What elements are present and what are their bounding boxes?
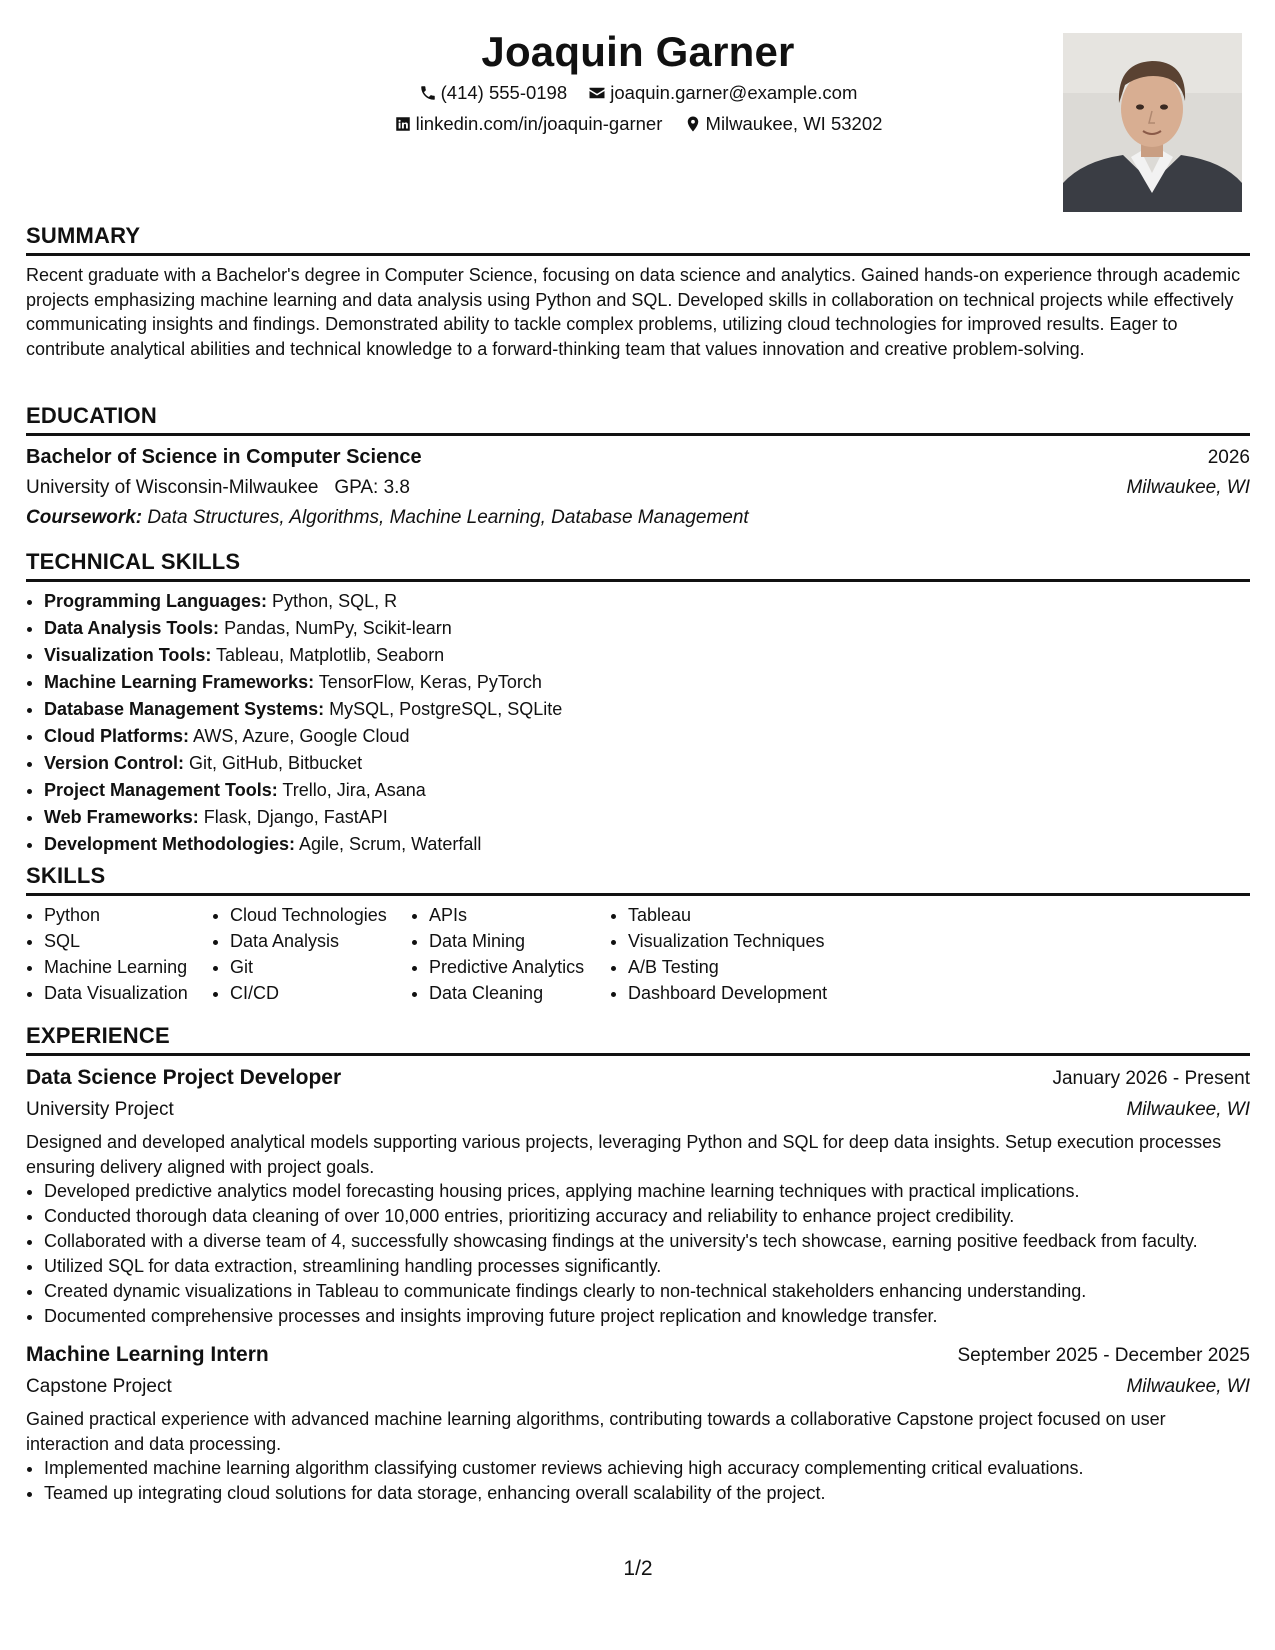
technical-skill-label: Web Frameworks: [44,807,199,827]
technical-skill-item [44,642,1250,669]
technical-skill-item [44,723,1250,750]
job-dates: January 2026 - Present [1052,1068,1250,1089]
technical-skill-value: Git, GitHub, Bitbucket [189,753,363,773]
job-location: Milwaukee, WI [1126,1099,1250,1120]
summary-text: Recent graduate with a Bachelor's degree in Computer Science, focusing on data science and analytics. Gained hands-on experience through academic projects emphasizing machine learning and data analysis using Python and SQL. Developed skills in collaboration on technical projects while effectively communicating insights and findings. Demonstrated ability to tackle complex problems, utilizing cloud technologies for improved results. Eager to contribute analytical abilities and technical knowledge to a forward-thinking team that values innovation and creative problem-solving. [26,265,1241,359]
technical-skill-label: Project Management Tools: [44,780,278,800]
skill-item: • Predictive Analytics [429,954,610,980]
experience-section [26,1022,1250,1506]
technical-skill-value: MySQL, PostgreSQL, SQLite [329,699,563,719]
job-description: Gained practical experience with advanced machine learning algorithms, contributing towards a collaborative Capstone project focused on user interaction and data processing. [26,1409,1166,1454]
skills-heading: SKILLS [26,862,1250,896]
job-header [26,1062,1250,1094]
technical-skill-value: Pandas, NumPy, Scikit-learn [224,618,452,638]
skills-column [212,902,411,1006]
job-organization: Capstone Project [26,1376,172,1397]
school-name: University of Wisconsin-Milwaukee [26,477,319,498]
technical-skill-item [44,696,1250,723]
job-bullet: • Teamed up integrating cloud solutions for data storage, enhancing overall scalability of the project. [44,1481,1250,1506]
skill-item: • Git [230,954,411,980]
job-subheader [26,1371,1250,1402]
candidate-name: Joaquin Garner [481,28,795,75]
technical-skill-item [44,804,1250,831]
technical-skill-value: AWS, Azure, Google Cloud [193,726,410,746]
phone-contact [419,80,568,106]
linkedin-icon [394,115,412,133]
job-bullet: • Created dynamic visualizations in Tableau to communicate findings clearly to non-technical stakeholders enhancing understanding. [44,1279,1250,1304]
school-line [26,473,410,503]
linkedin-contact[interactable] [394,111,663,137]
coursework-list: Data Structures, Algorithms, Machine Learning, Database Management [147,507,749,528]
skill-item: • Cloud Technologies [230,902,411,928]
technical-skill-label: Visualization Tools: [44,645,212,665]
technical-skill-value: Tableau, Matplotlib, Seaborn [216,645,445,665]
location-contact [684,111,883,137]
technical-skill-value: Agile, Scrum, Waterfall [299,834,482,854]
technical-skill-label: Cloud Platforms: [44,726,190,746]
technical-skill-value: TensorFlow, Keras, PyTorch [318,672,542,692]
resume-page [26,0,1250,1650]
location-text: Milwaukee, WI 53202 [705,113,883,134]
technical-skill-label: Development Methodologies: [44,834,296,854]
skill-item: • Data Cleaning [429,980,610,1006]
skill-item: • Python [44,902,212,928]
technical-skill-label: Programming Languages: [44,591,268,611]
profile-photo [1063,33,1242,212]
gpa: GPA: 3.8 [334,477,410,498]
skills-column [26,902,212,1006]
job-title: Machine Learning Intern [26,1343,269,1366]
education-section [26,402,1250,533]
job-bullet: • Documented comprehensive processes and insights improving future project replication and knowledge transfer. [44,1304,1250,1329]
technical-skill-value: Flask, Django, FastAPI [203,807,388,827]
experience-heading: EXPERIENCE [26,1022,1250,1056]
degree-title: Bachelor of Science in Computer Science [26,446,422,468]
skills-column [610,902,830,1006]
job-title: Data Science Project Developer [26,1066,342,1089]
skill-item: • Dashboard Development [628,980,830,1006]
job-description: Designed and developed analytical models supporting various projects, leveraging Python and SQL for deep data insights. Setup execution processes ensuring delivery aligned with project goals. [26,1132,1222,1177]
job-bullet: • Developed predictive analytics model forecasting housing prices, applying machine learning techniques with practical implications. [44,1179,1250,1204]
email-contact[interactable] [588,80,857,106]
skill-item: • A/B Testing [628,954,830,980]
skills-grid [26,902,1250,1006]
skill-item: • Tableau [628,902,830,928]
job-entry [26,1062,1250,1329]
technical-skills-list [26,588,1250,858]
summary-section [26,222,1250,361]
job-dates: September 2025 - December 2025 [957,1345,1250,1366]
job-bullet: • Implemented machine learning algorithm classifying customer reviews achieving high accuracy complementing critical evaluations. [44,1456,1250,1481]
technical-skill-label: Version Control: [44,753,185,773]
phone-icon [419,84,437,102]
job-bullet: • Collaborated with a diverse team of 4, successfully showcasing findings at the university's tech showcase, earning positive feedback from faculty. [44,1229,1250,1254]
school-location: Milwaukee, WI [1126,477,1250,498]
experience-list [26,1062,1250,1506]
coursework-label: Coursework: [26,507,143,528]
technical-skill-item [44,831,1250,858]
coursework-line [26,503,1250,533]
technical-skills-heading: TECHNICAL SKILLS [26,548,1250,582]
skill-item: • Machine Learning [44,954,212,980]
skill-item: • CI/CD [230,980,411,1006]
graduation-year: 2026 [1207,447,1250,468]
job-organization: University Project [26,1099,174,1120]
skills-column [411,902,610,1006]
job-subheader [26,1094,1250,1125]
job-bullets [26,1179,1250,1329]
job-location: Milwaukee, WI [1126,1376,1250,1397]
technical-skill-label: Data Analysis Tools: [44,618,220,638]
skill-item: • APIs [429,902,610,928]
technical-skill-value: Trello, Jira, Asana [282,780,426,800]
technical-skill-item [44,669,1250,696]
technical-skill-item [44,588,1250,615]
skill-item: • SQL [44,928,212,954]
phone-number: (414) 555-0198 [440,82,568,103]
technical-skill-value: Python, SQL, R [272,591,398,611]
education-heading: EDUCATION [26,402,1250,436]
envelope-icon [588,84,606,102]
linkedin-url[interactable]: linkedin.com/in/joaquin-garner [415,113,663,134]
skill-item: • Visualization Techniques [628,928,830,954]
technical-skill-item [44,615,1250,642]
technical-skill-label: Database Management Systems: [44,699,325,719]
resume-header [26,20,1250,220]
job-bullets [26,1456,1250,1506]
technical-skill-label: Machine Learning Frameworks: [44,672,315,692]
technical-skill-item [44,750,1250,777]
skill-item: • Data Visualization [44,980,212,1006]
skill-item: • Data Mining [429,928,610,954]
job-bullet: • Utilized SQL for data extraction, streamlining handling processes significantly. [44,1254,1250,1279]
page-number: 1/2 [623,1557,653,1580]
skills-section [26,862,1250,1006]
job-header [26,1339,1250,1371]
technical-skills-section [26,548,1250,858]
job-bullet: • Conducted thorough data cleaning of over 10,000 entries, prioritizing accuracy and reliability to enhance project credibility. [44,1204,1250,1229]
technical-skill-item [44,777,1250,804]
summary-heading: SUMMARY [26,222,1250,256]
email-address[interactable]: joaquin.garner@example.com [610,82,858,103]
map-pin-icon [684,115,702,133]
skill-item: • Data Analysis [230,928,411,954]
job-entry [26,1339,1250,1506]
